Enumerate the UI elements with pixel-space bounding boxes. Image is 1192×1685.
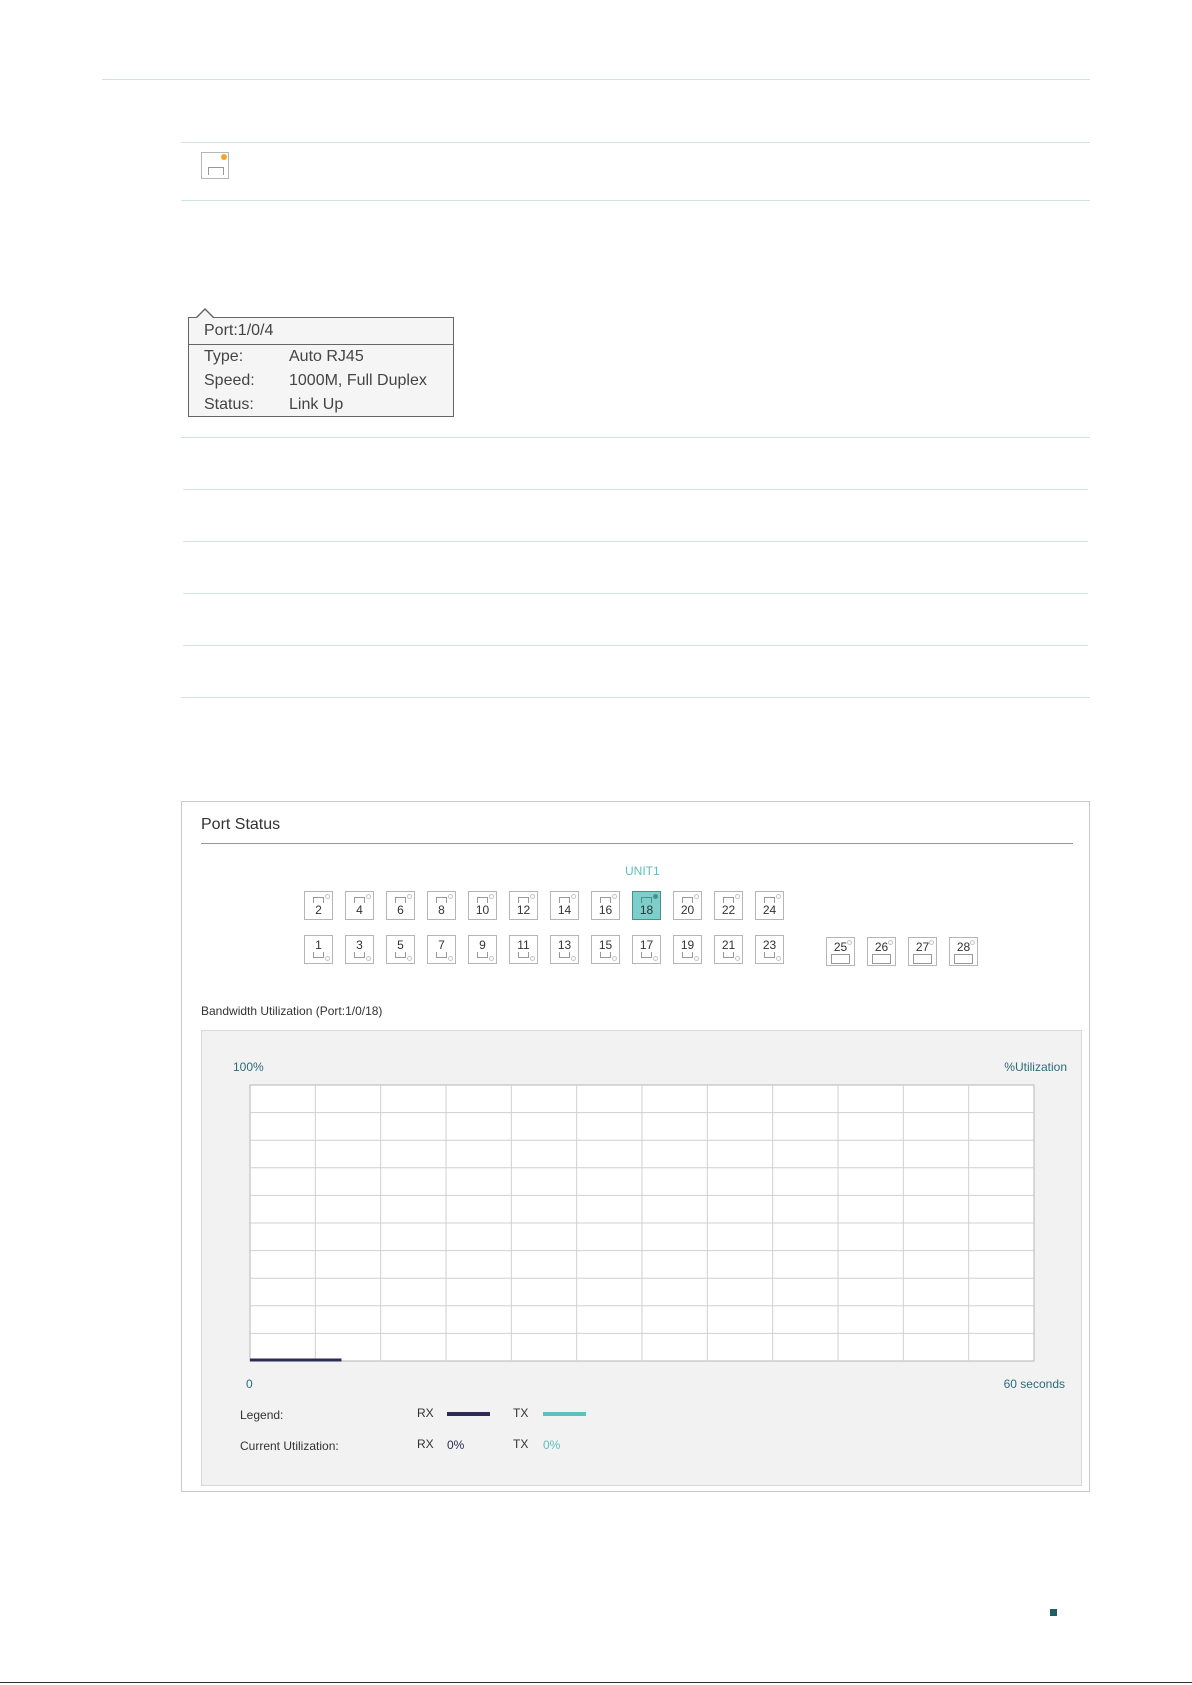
port-24[interactable] (755, 891, 784, 920)
port-number: 28 (956, 940, 971, 954)
tooltip-row-status (189, 393, 453, 417)
port-number: 16 (598, 903, 613, 917)
port-number: 21 (721, 938, 736, 952)
port-slot-icon (518, 952, 529, 958)
port-19[interactable] (673, 935, 702, 964)
tooltip-key: Speed: (204, 372, 255, 389)
bottom-rule (0, 1682, 1192, 1683)
table-rule-3 (181, 437, 1090, 438)
port-15[interactable] (591, 935, 620, 964)
port-led-icon (571, 894, 576, 899)
port-led-icon (612, 894, 617, 899)
port-number: 5 (397, 938, 404, 952)
tooltip-port: Port:1/0/4 (189, 318, 453, 345)
port-12[interactable] (509, 891, 538, 920)
port-number: 22 (721, 903, 736, 917)
port-info-tooltip (188, 317, 454, 417)
port-1[interactable] (304, 935, 333, 964)
port-number: 12 (516, 903, 531, 917)
legend-tx-label: TX (513, 1406, 529, 1420)
port-11[interactable] (509, 935, 538, 964)
y-axis-unit-label: %Utilization (1004, 1060, 1067, 1074)
tooltip-key: Type: (204, 348, 244, 365)
port-slot-icon (395, 952, 406, 958)
port-number: 1 (315, 938, 322, 952)
legend-tx-line (543, 1412, 586, 1416)
port-21[interactable] (714, 935, 743, 964)
port-status-panel (181, 801, 1090, 1492)
port-slot-icon (831, 954, 850, 964)
port-led-icon (694, 894, 699, 899)
legend-rx-line (447, 1412, 490, 1416)
current-utilization-label: Current Utilization: (240, 1439, 339, 1453)
port-6[interactable] (386, 891, 415, 920)
port-slot-icon (954, 954, 973, 964)
port-slot-icon (723, 952, 734, 958)
y-axis-top-label: 100% (233, 1060, 264, 1074)
port-17[interactable] (632, 935, 661, 964)
port-number: 6 (397, 903, 404, 917)
port-led-icon (776, 894, 781, 899)
port-number: 18 (639, 903, 654, 917)
port-number: 10 (475, 903, 490, 917)
port-slot-icon (436, 952, 447, 958)
unit-label: UNIT1 (625, 864, 660, 878)
table-rule-5 (183, 541, 1088, 542)
port-4[interactable] (345, 891, 374, 920)
port-led-icon (489, 894, 494, 899)
bandwidth-label: Bandwidth Utilization (Port:1/0/18) (201, 1004, 383, 1018)
port-slot-icon (641, 952, 652, 958)
port-led-icon (407, 894, 412, 899)
panel-title: Port Status (201, 816, 281, 833)
port-18[interactable] (632, 891, 661, 920)
x-axis-start-label: 0 (246, 1377, 253, 1391)
port-number: 26 (874, 940, 889, 954)
port-10[interactable] (468, 891, 497, 920)
port-led-icon (489, 956, 494, 961)
port-led-icon (530, 894, 535, 899)
port-23[interactable] (755, 935, 784, 964)
port-25[interactable] (826, 937, 855, 966)
orange-led-icon (221, 154, 227, 160)
tooltip-value: Link Up (289, 396, 344, 413)
port-14[interactable] (550, 891, 579, 920)
port-7[interactable] (427, 935, 456, 964)
port-20[interactable] (673, 891, 702, 920)
port-slot-icon (682, 952, 693, 958)
port-slot-icon (354, 952, 365, 958)
port-led-icon (530, 956, 535, 961)
table-rule-8 (181, 697, 1090, 698)
port-led-icon (653, 956, 658, 961)
table-rule-4 (183, 489, 1088, 490)
port-number: 11 (517, 938, 530, 952)
port-8[interactable] (427, 891, 456, 920)
rj45-slot-icon (208, 167, 224, 175)
port-slot-icon (600, 952, 611, 958)
port-number: 27 (915, 940, 930, 954)
table-rule-2 (181, 200, 1090, 201)
port-led-icon (694, 956, 699, 961)
port-9[interactable] (468, 935, 497, 964)
port-number: 25 (833, 940, 848, 954)
port-number: 19 (680, 938, 695, 952)
port-led-icon (325, 894, 330, 899)
port-26[interactable] (867, 937, 896, 966)
port-number: 13 (557, 938, 572, 952)
port-led-icon (571, 956, 576, 961)
port-number: 3 (356, 938, 363, 952)
port-number: 24 (762, 903, 777, 917)
port-led-icon (612, 956, 617, 961)
legend-rx-label: RX (417, 1406, 434, 1420)
port-led-icon (448, 894, 453, 899)
current-rx-value: 0% (447, 1438, 465, 1452)
port-slot-icon (559, 952, 570, 958)
legend-label: Legend: (240, 1408, 284, 1422)
port-led-icon (407, 956, 412, 961)
port-slot-icon (913, 954, 932, 964)
port-number: 14 (557, 903, 572, 917)
port-led-icon (653, 894, 658, 899)
port-3[interactable] (345, 935, 374, 964)
tooltip-key: Status: (204, 396, 254, 413)
port-led-icon (776, 956, 781, 961)
x-axis-end-label: 60 seconds (1003, 1377, 1065, 1391)
port-number: 20 (680, 903, 695, 917)
tooltip-row-speed (189, 369, 453, 393)
port-5[interactable] (386, 935, 415, 964)
header-rule (102, 79, 1090, 80)
port-led-icon (366, 894, 371, 899)
port-number: 8 (438, 903, 445, 917)
panel-title-divider (201, 843, 1073, 844)
port-led-icon (325, 956, 330, 961)
port-number: 15 (598, 938, 613, 952)
page-marker-icon (1050, 1609, 1057, 1616)
port-number: 17 (639, 938, 654, 952)
port-slot-icon (477, 952, 488, 958)
bandwidth-chart (201, 1030, 1082, 1486)
port-number: 7 (438, 938, 445, 952)
port-led-icon (448, 956, 453, 961)
port-16[interactable] (591, 891, 620, 920)
tooltip-row-type (189, 345, 453, 369)
table-rule-7 (183, 645, 1088, 646)
current-rx-label: RX (417, 1437, 434, 1451)
tooltip-arrow-fill (196, 310, 214, 319)
port-2[interactable] (304, 891, 333, 920)
current-tx-label: TX (513, 1437, 529, 1451)
table-rule-6 (183, 593, 1088, 594)
port-slot-icon (764, 952, 775, 958)
port-number: 4 (356, 903, 363, 917)
port-13[interactable] (550, 935, 579, 964)
port-led-icon (735, 894, 740, 899)
port-slot-icon (313, 952, 324, 958)
port-led-icon (366, 956, 371, 961)
port-22[interactable] (714, 891, 743, 920)
port-28[interactable] (949, 937, 978, 966)
table-rule-1 (181, 142, 1090, 143)
tooltip-value: Auto RJ45 (289, 348, 364, 365)
port-led-icon (735, 956, 740, 961)
port-status-icon (201, 152, 229, 179)
port-number: 2 (315, 903, 322, 917)
port-number: 23 (762, 938, 777, 952)
port-number: 9 (479, 938, 486, 952)
port-slot-icon (872, 954, 891, 964)
current-tx-value: 0% (543, 1438, 561, 1452)
tooltip-value: 1000M, Full Duplex (289, 372, 427, 389)
port-27[interactable] (908, 937, 937, 966)
utilization-graph (202, 1081, 1083, 1421)
